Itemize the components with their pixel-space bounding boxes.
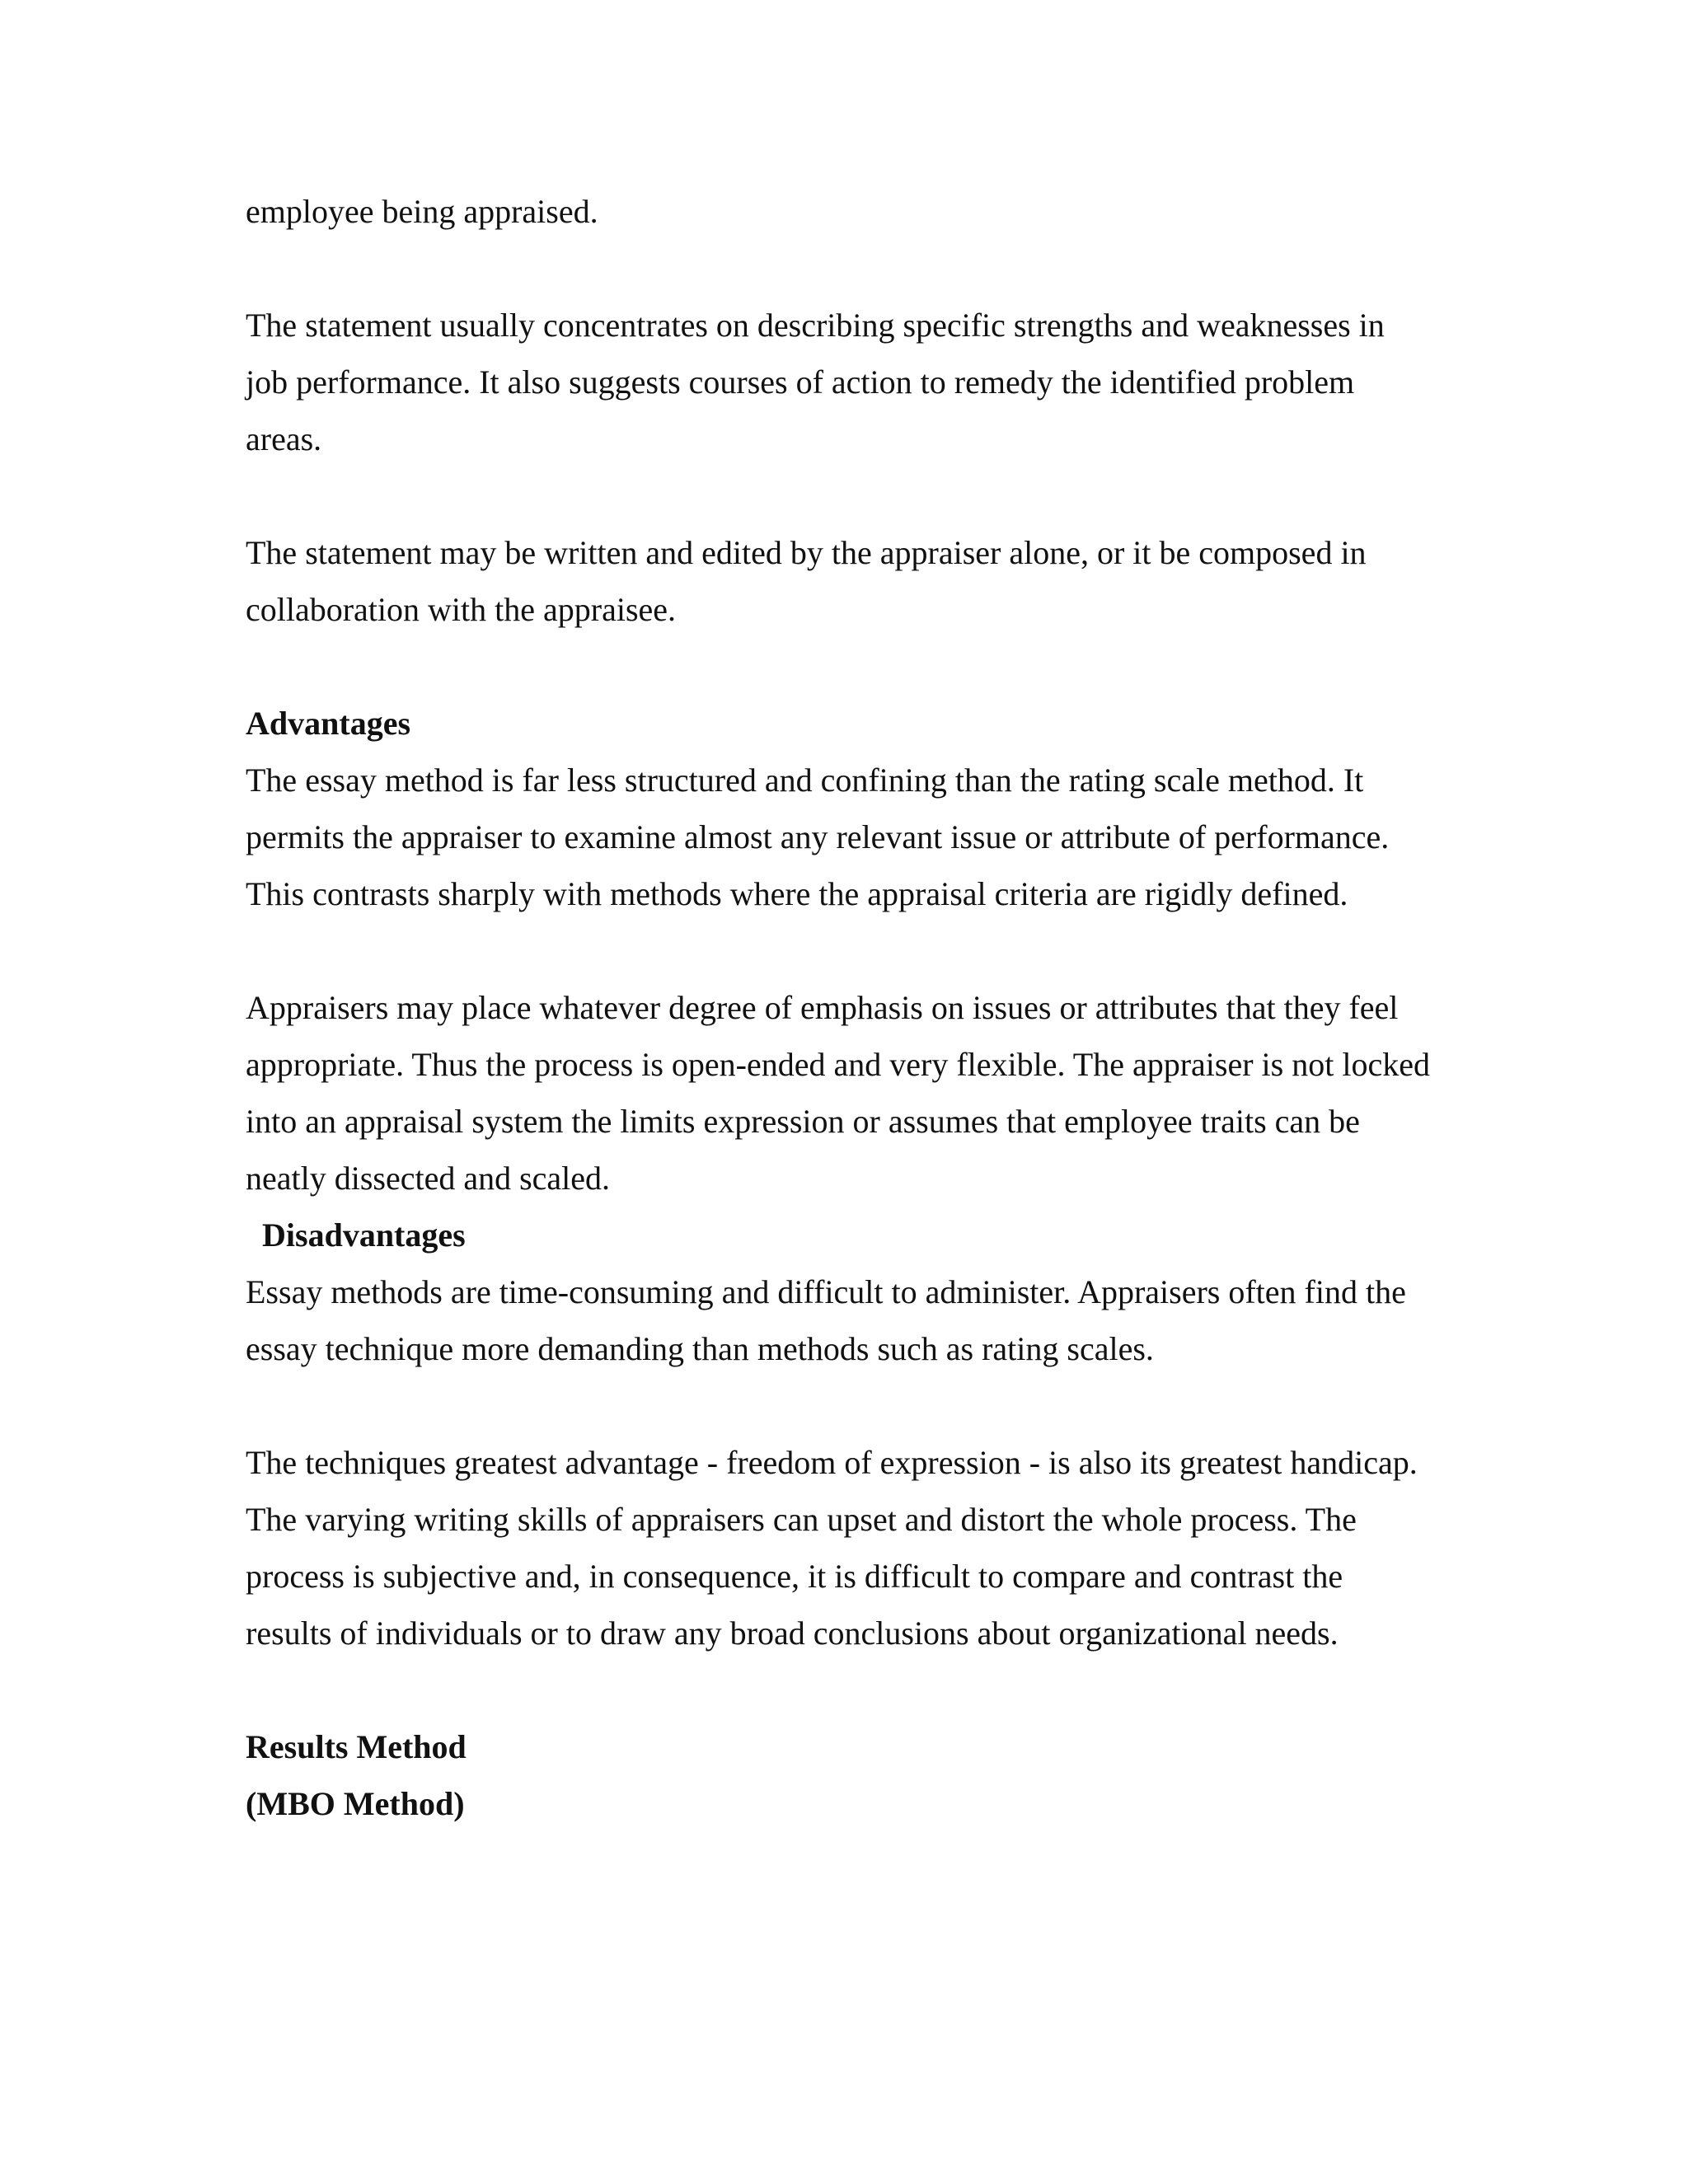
text-line: appropriate. Thus the process is open-ended and very flexible. The appraiser is not locked (246, 1046, 1430, 1083)
heading-mbo-method: (MBO Method) (246, 1785, 465, 1822)
text-line: permits the appraiser to examine almost any relevant issue or attribute of performance. (246, 818, 1390, 855)
paragraph-continuation (246, 183, 1449, 240)
text-line: Essay methods are time-consuming and difficult to administer. Appraisers often find the (246, 1273, 1406, 1310)
text-line: collaboration with the appraisee. (246, 591, 677, 628)
paragraph-gap (246, 240, 1449, 297)
text-line: neatly dissected and scaled. (246, 1160, 611, 1197)
heading-advantages: Advantages (246, 705, 411, 742)
text-line: The statement usually concentrates on describing specific strengths and weaknesses in (246, 307, 1385, 344)
paragraph-gap (246, 922, 1449, 979)
paragraph-statement-authorship (246, 524, 1449, 638)
text-line: results of individuals or to draw any broad conclusions about organizational needs. (246, 1615, 1339, 1652)
text-line: Appraisers may place whatever degree of emphasis on issues or attributes that they feel (246, 989, 1399, 1026)
text-line: The varying writing skills of appraisers can upset and distort the whole process. The (246, 1501, 1357, 1538)
paragraph-advantages-flexibility (246, 979, 1449, 1207)
text-line: The essay method is far less structured and confining than the rating scale method. It (246, 762, 1364, 799)
text-line: The statement may be written and edited by the appraiser alone, or it be composed in (246, 534, 1367, 571)
paragraph-disadvantages-handicap (246, 1434, 1449, 1661)
heading-results-method: Results Method (246, 1728, 467, 1765)
text-line: into an appraisal system the limits expression or assumes that employee traits can be (246, 1103, 1360, 1140)
heading-disadvantages: Disadvantages (262, 1216, 466, 1254)
text-line: The techniques greatest advantage - freedom of expression - is also its greatest handicap. (246, 1444, 1418, 1481)
text-line: This contrasts sharply with methods where the appraisal criteria are rigidly defined. (246, 875, 1348, 912)
paragraph-gap (246, 467, 1449, 524)
text-line: areas. (246, 420, 322, 457)
text-line: job performance. It also suggests courses of action to remedy the identified problem (246, 363, 1355, 401)
paragraph-gap (246, 1377, 1449, 1434)
text-line: essay technique more demanding than methods such as rating scales. (246, 1330, 1154, 1367)
paragraph-statement-focus (246, 297, 1449, 467)
paragraph-disadvantages-time (246, 1263, 1449, 1377)
paragraph-advantages-structure (246, 752, 1449, 922)
document-body (246, 183, 1449, 1832)
paragraph-gap (246, 1661, 1449, 1718)
text-line: employee being appraised. (246, 193, 598, 230)
paragraph-gap (246, 638, 1449, 695)
text-line: process is subjective and, in consequence, it is difficult to compare and contrast the (246, 1558, 1343, 1595)
